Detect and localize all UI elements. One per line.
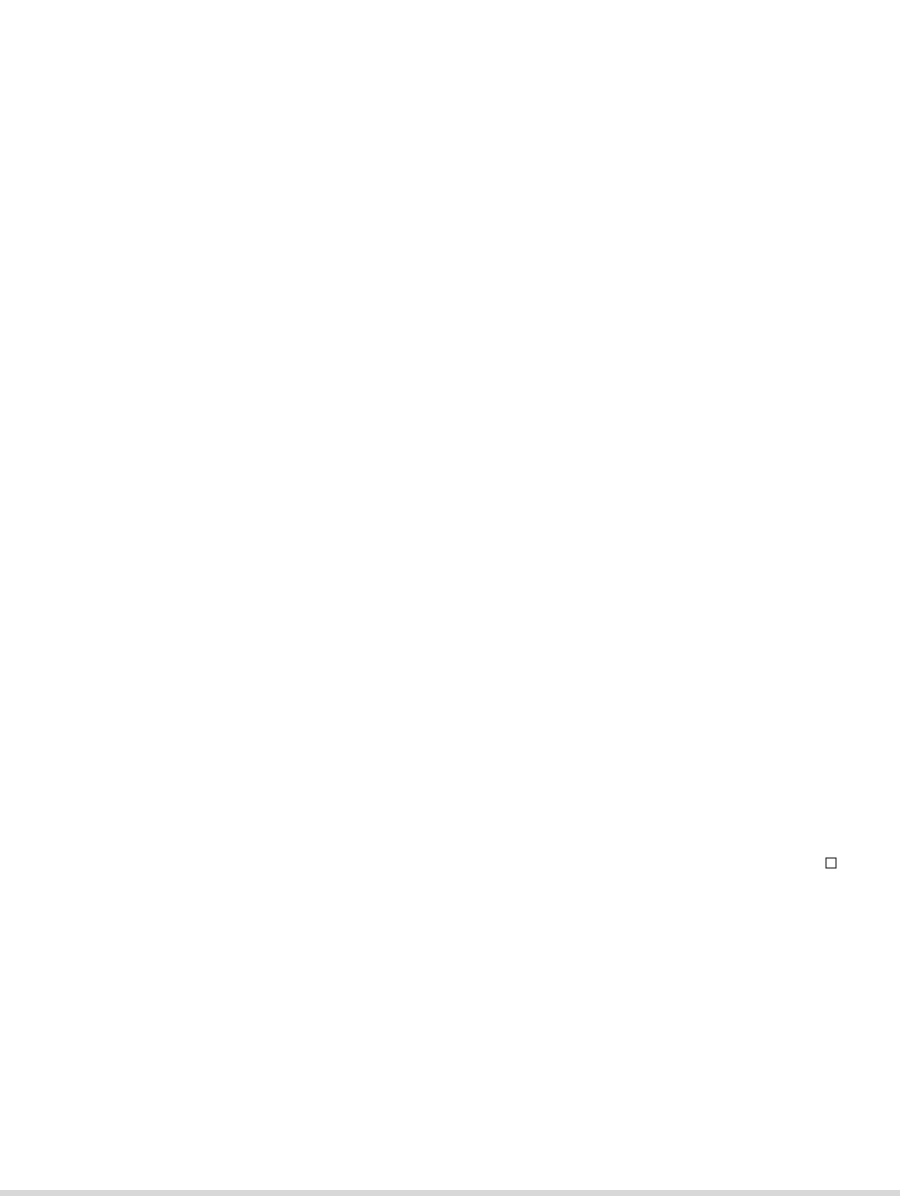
page-edge [0,1190,900,1196]
rehearsal-box [826,858,836,868]
